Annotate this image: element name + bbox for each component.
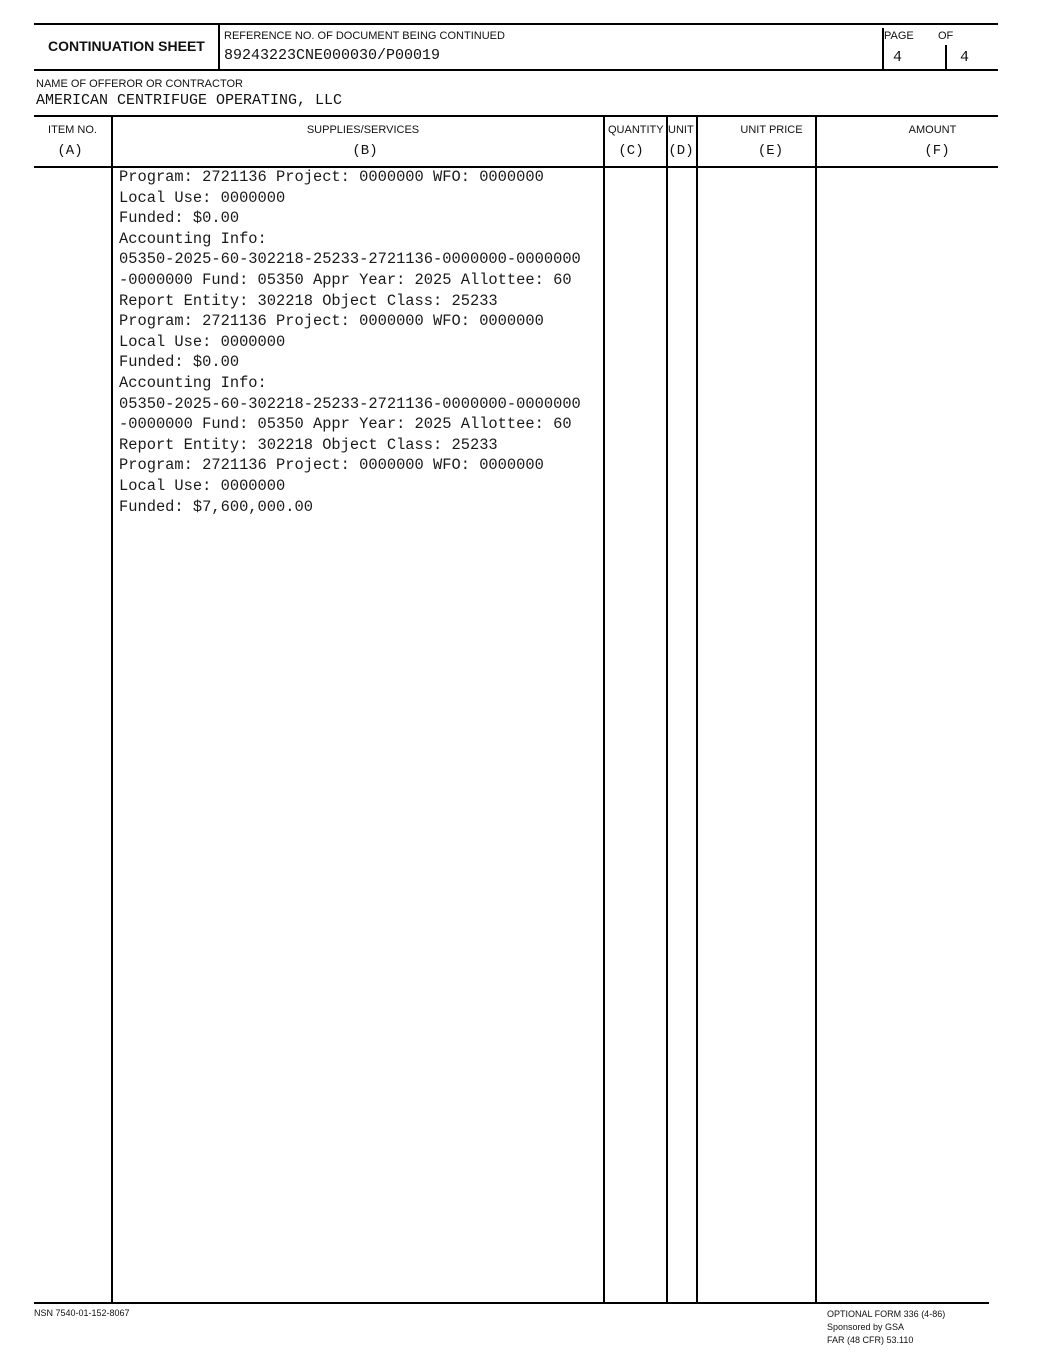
body-line: Report Entity: 302218 Object Class: 25233 — [119, 435, 498, 454]
title-divider — [218, 24, 220, 70]
offeror-name: AMERICAN CENTRIFUGE OPERATING, LLC — [36, 92, 343, 109]
col-divider-a — [111, 117, 113, 1303]
body-line: Local Use: 0000000 — [119, 476, 286, 495]
reference-label: REFERENCE NO. OF DOCUMENT BEING CONTINUED — [224, 30, 505, 42]
column-header-quantity: QUANTITY — [608, 124, 664, 136]
column-header-unit-price: UNIT PRICE — [740, 124, 803, 136]
column-code-c: (C) — [618, 143, 644, 159]
body-line: Accounting Info: — [119, 229, 267, 248]
column-header-unit: UNIT — [668, 124, 694, 136]
body-line: Accounting Info: — [119, 373, 267, 392]
sponsor-text: Sponsored by GSA — [827, 1322, 905, 1332]
column-code-a: (A) — [57, 143, 83, 159]
column-header-amount: AMOUNT — [908, 124, 957, 136]
form-name: OPTIONAL FORM 336 (4-86) — [827, 1309, 946, 1319]
far-reference: FAR (48 CFR) 53.110 — [827, 1335, 914, 1345]
of-label: OF — [938, 30, 954, 42]
body-line: 05350-2025-60-302218-25233-2721136-0000000-0000000 — [119, 250, 581, 269]
body-line: Local Use: 0000000 — [119, 332, 286, 351]
col-divider-c — [666, 117, 668, 1303]
top-border — [34, 23, 998, 25]
table-bottom-border — [34, 1302, 989, 1304]
offeror-label: NAME OF OFFEROR OR CONTRACTOR — [36, 78, 243, 90]
body-line: Program: 2721136 Project: 0000000 WFO: 0000000 — [119, 168, 544, 186]
body-line: -0000000 Fund: 05350 Appr Year: 2025 Allottee: 60 — [119, 270, 572, 289]
supplies-services-body — [119, 167, 581, 517]
body-line: -0000000 Fund: 05350 Appr Year: 2025 Allottee: 60 — [119, 415, 572, 434]
form-title: CONTINUATION SHEET — [48, 38, 205, 54]
reference-number: 89243223CNE000030/P00019 — [224, 47, 441, 64]
table-top-border — [34, 115, 998, 117]
body-line: Funded: $0.00 — [119, 209, 240, 228]
column-header-item-no: ITEM NO. — [48, 124, 97, 136]
page-total: 4 — [960, 49, 970, 66]
body-line: Program: 2721136 Project: 0000000 WFO: 0000000 — [119, 312, 544, 331]
header-bottom-border — [34, 69, 998, 71]
body-line: Funded: $0.00 — [119, 353, 240, 372]
body-line: Program: 2721136 Project: 0000000 WFO: 0000000 — [119, 456, 544, 475]
body-line: Funded: $7,600,000.00 — [119, 497, 313, 516]
col-divider-d — [696, 117, 698, 1303]
of-divider — [945, 45, 947, 69]
col-divider-e — [815, 117, 817, 1303]
column-code-f: (F) — [924, 143, 950, 159]
column-code-e: (E) — [757, 143, 784, 159]
body-line: Report Entity: 302218 Object Class: 25233 — [119, 291, 498, 310]
col-divider-b — [603, 117, 605, 1303]
page-number: 4 — [893, 49, 903, 66]
column-header-supplies: SUPPLIES/SERVICES — [306, 124, 420, 136]
column-code-b: (B) — [352, 143, 378, 159]
body-line: 05350-2025-60-302218-25233-2721136-0000000-0000000 — [119, 394, 581, 413]
page-label: PAGE — [884, 30, 914, 42]
column-code-d: (D) — [668, 143, 694, 159]
body-line: Local Use: 0000000 — [119, 188, 286, 207]
nsn-number: NSN 7540-01-152-8067 — [34, 1308, 130, 1318]
